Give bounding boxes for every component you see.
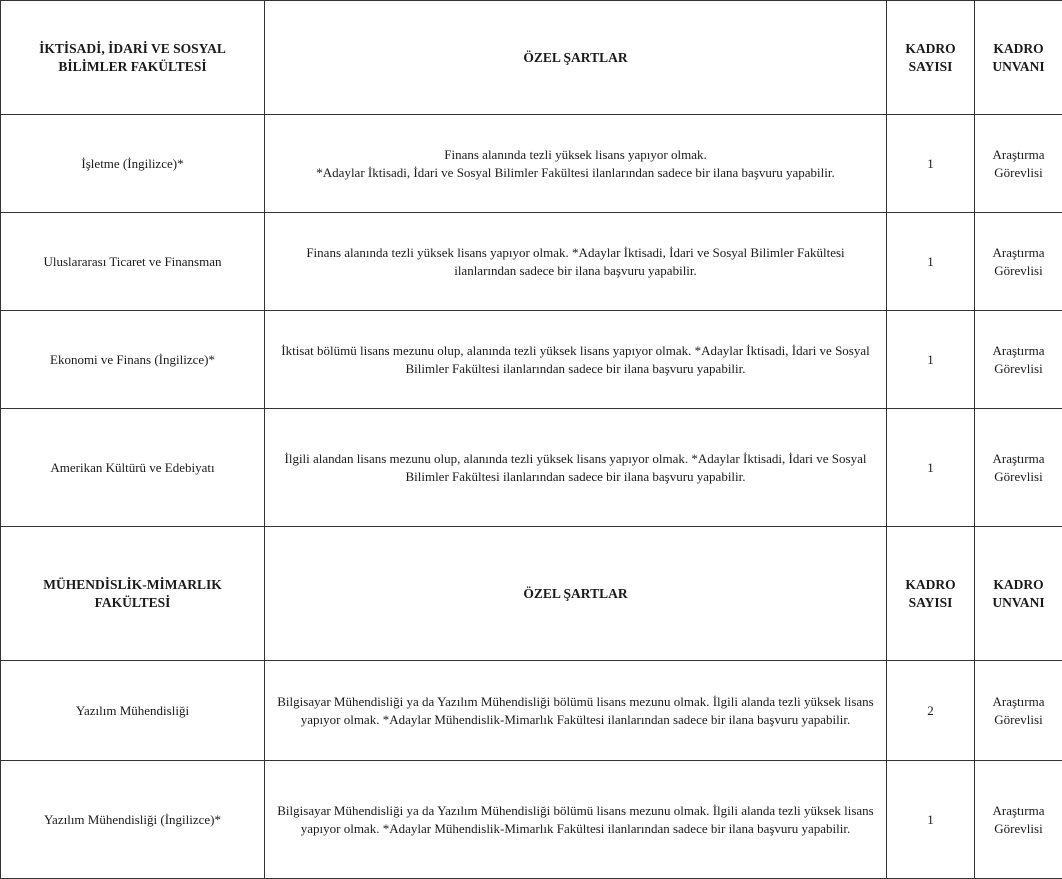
table-row xyxy=(1,311,1062,409)
position-count: 1 xyxy=(887,115,975,213)
position-count: 2 xyxy=(887,661,975,761)
title-header: KADRO UNVANI xyxy=(975,1,1062,115)
position-count: 1 xyxy=(887,311,975,409)
requirements-text: Bilgisayar Mühendisliği ya da Yazılım Mühendisliği bölümü lisans mezunu olmak. İlgili alanda tezli yüksek lisans yapıyor olmak. *Adaylar Mühendislik-Mimarlık Fakültesi ilanlarından sadece bir ilana başvuru yapabilir. xyxy=(265,661,887,761)
faculty-name: İKTİSADİ, İDARİ VE SOSYAL BİLİMLER FAKÜLTESİ xyxy=(1,1,265,115)
section-header xyxy=(1,527,1062,661)
table-row xyxy=(1,761,1062,879)
count-header: KADRO SAYISI xyxy=(887,1,975,115)
requirements-text: Bilgisayar Mühendisliği ya da Yazılım Mühendisliği bölümü lisans mezunu olmak. İlgili alanda tezli yüksek lisans yapıyor olmak. *Adaylar Mühendislik-Mimarlık Fakültesi ilanlarından sadece bir ilana başvuru yapabilir. xyxy=(265,761,887,879)
table-row xyxy=(1,661,1062,761)
position-count: 1 xyxy=(887,213,975,311)
requirements-header: ÖZEL ŞARTLAR xyxy=(265,1,887,115)
program-name: İşletme (İngilizce)* xyxy=(1,115,265,213)
position-count: 1 xyxy=(887,761,975,879)
position-title: Araştırma Görevlisi xyxy=(975,661,1062,761)
position-title: Araştırma Görevlisi xyxy=(975,311,1062,409)
requirements-text: İlgili alandan lisans mezunu olup, alanında tezli yüksek lisans yapıyor olmak. *Adaylar İktisadi, İdari ve Sosyal Bilimler Fakültesi ilanlarından sadece bir ilana başvuru yapabilir. xyxy=(265,409,887,527)
requirements-line-1: Finans alanında tezli yüksek lisans yapıyor olmak. xyxy=(444,147,706,162)
program-name: Yazılım Mühendisliği (İngilizce)* xyxy=(1,761,265,879)
requirements-header: ÖZEL ŞARTLAR xyxy=(265,527,887,661)
requirements-text: İktisat bölümü lisans mezunu olup, alanında tezli yüksek lisans yapıyor olmak. *Adaylar İktisadi, İdari ve Sosyal Bilimler Fakültesi ilanlarından sadece bir ilana başvuru yapabilir. xyxy=(265,311,887,409)
position-title: Araştırma Görevlisi xyxy=(975,115,1062,213)
table-row xyxy=(1,213,1062,311)
position-count: 1 xyxy=(887,409,975,527)
program-name: Ekonomi ve Finans (İngilizce)* xyxy=(1,311,265,409)
position-title: Araştırma Görevlisi xyxy=(975,409,1062,527)
requirements-line-2: *Adaylar İktisadi, İdari ve Sosyal Bilimler Fakültesi ilanlarından sadece bir ilana başvuru yapabilir. xyxy=(316,165,834,180)
requirements-text: Finans alanında tezli yüksek lisans yapıyor olmak. *Adaylar İktisadi, İdari ve Sosyal Bilimler Fakültesi ilanlarından sadece bir ilana başvuru yapabilir. xyxy=(265,213,887,311)
title-header: KADRO UNVANI xyxy=(975,527,1062,661)
section-header xyxy=(1,1,1062,115)
position-title: Araştırma Görevlisi xyxy=(975,213,1062,311)
program-name: Amerikan Kültürü ve Edebiyatı xyxy=(1,409,265,527)
position-title: Araştırma Görevlisi xyxy=(975,761,1062,879)
program-name: Uluslararası Ticaret ve Finansman xyxy=(1,213,265,311)
table-row xyxy=(1,115,1062,213)
table-row xyxy=(1,409,1062,527)
requirements-text xyxy=(265,115,887,213)
faculty-name: MÜHENDİSLİK-MİMARLIK FAKÜLTESİ xyxy=(1,527,265,661)
count-header: KADRO SAYISI xyxy=(887,527,975,661)
program-name: Yazılım Mühendisliği xyxy=(1,661,265,761)
